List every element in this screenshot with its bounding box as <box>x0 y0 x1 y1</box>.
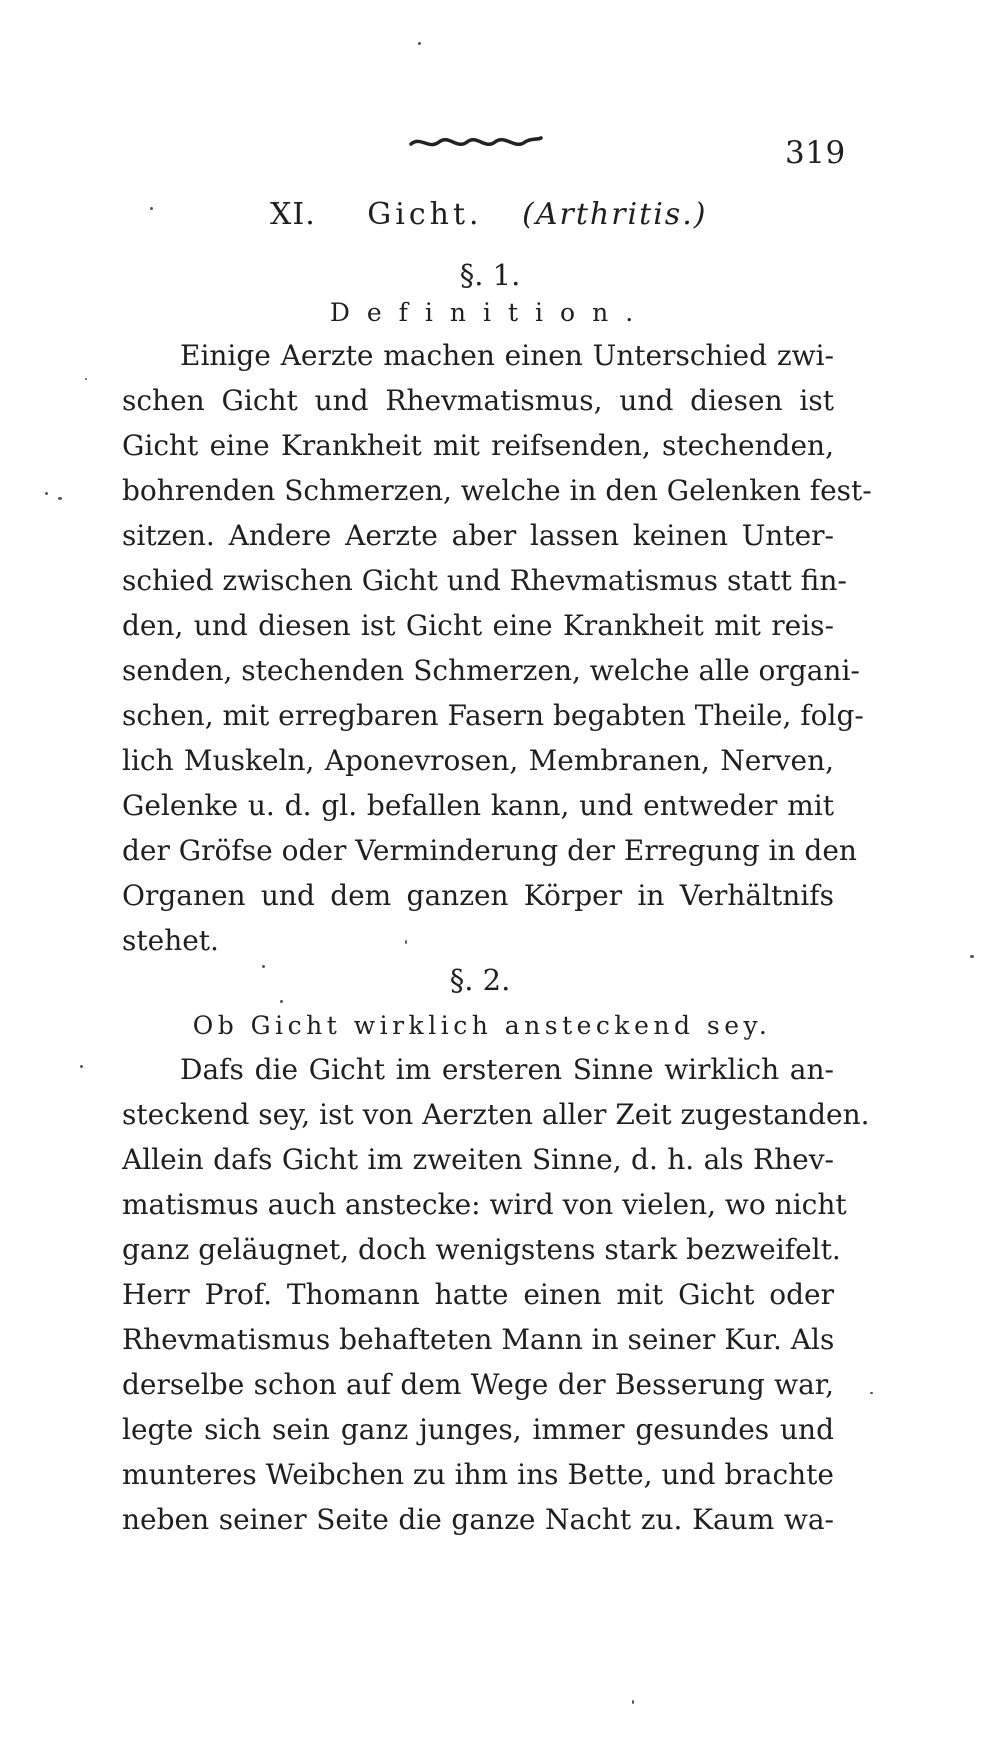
section-heading: Definition. <box>329 298 651 327</box>
section-mark: §. 1. <box>459 258 521 292</box>
paragraph-line: neben seiner Seite die ganze Nacht zu. Kaum wa- <box>122 1503 834 1536</box>
chapter-latin-name: (Arthritis.) <box>522 197 708 232</box>
section-mark: §. 2. <box>449 963 511 997</box>
paragraph-line: Allein dafs Gicht im zweiten Sinne, d. h. als Rhev- <box>122 1143 834 1176</box>
paragraph-line: Einige Aerzte machen einen Unterschied zwi- <box>180 339 834 372</box>
paragraph-line: schied zwischen Gicht und Rhevmatismus statt fin- <box>122 564 847 597</box>
paper-speck <box>262 965 265 968</box>
chapter-number: XI. <box>270 197 316 232</box>
paper-speck <box>418 42 421 45</box>
paragraph-line: munteres Weibchen zu ihm ins Bette, und brachte <box>122 1458 834 1491</box>
paragraph-line: steckend sey, ist von Aerzten aller Zeit zugestanden. <box>122 1098 870 1131</box>
paper-speck <box>80 1065 83 1068</box>
paragraph-line: Herr Prof. Thomann hatte einen mit Gicht oder <box>122 1278 834 1311</box>
paragraph-line: matismus auch anstecke: wird von vielen, wo nicht <box>122 1188 847 1221</box>
paragraph-line: Dafs die Gicht im ersteren Sinne wirklich an- <box>180 1053 834 1086</box>
paragraph-line: Rhevmatismus behafteten Mann in seiner Kur. Als <box>122 1323 835 1356</box>
paper-speck <box>58 497 62 500</box>
paragraph-line: der Gröfse oder Verminderung der Erregung in den <box>122 834 857 867</box>
paper-speck <box>970 955 974 958</box>
ornament-flourish-icon <box>405 128 545 158</box>
paper-speck <box>870 1392 873 1394</box>
paragraph-line: derselbe schon auf dem Wege der Besserung war, <box>122 1368 834 1401</box>
paragraph-line: senden, stechenden Schmerzen, welche alle organi- <box>122 654 860 687</box>
paper-speck <box>405 940 407 944</box>
paragraph-line: schen, mit erregbaren Fasern begabten Theile, folg- <box>122 699 864 732</box>
paper-speck <box>632 1700 634 1704</box>
paragraph-line: den, und diesen ist Gicht eine Krankheit mit reis- <box>122 609 834 642</box>
paragraph-line: stehet. <box>122 924 219 957</box>
section-heading: Ob Gicht wirklich ansteckend sey. <box>192 1011 772 1040</box>
paper-speck <box>45 492 48 495</box>
chapter-title <box>270 197 740 232</box>
paragraph-line: schen Gicht und Rhevmatismus, und diesen ist <box>122 384 834 417</box>
paragraph-line: legte sich sein ganz junges, immer gesundes und <box>122 1413 834 1446</box>
paragraph-line: bohrenden Schmerzen, welche in den Gelenken fest- <box>122 474 872 507</box>
page-number: 319 <box>785 135 846 171</box>
paragraph-line: Organen und dem ganzen Körper in Verhältnifs <box>122 879 834 912</box>
paper-speck <box>280 1000 283 1003</box>
paragraph-line: Gicht eine Krankheit mit reifsenden, stechenden, <box>122 429 834 462</box>
paragraph-line: lich Muskeln, Aponevrosen, Membranen, Nerven, <box>122 744 834 777</box>
paragraph-line: Gelenke u. d. gl. befallen kann, und entweder mit <box>122 789 834 822</box>
chapter-name: Gicht. <box>367 197 483 232</box>
paper-speck <box>150 207 153 210</box>
paragraph-line: ganz geläugnet, doch wenigstens stark bezweifelt. <box>122 1233 841 1266</box>
paragraph-line: sitzen. Andere Aerzte aber lassen keinen Unter- <box>122 519 834 552</box>
paper-speck <box>85 378 87 380</box>
